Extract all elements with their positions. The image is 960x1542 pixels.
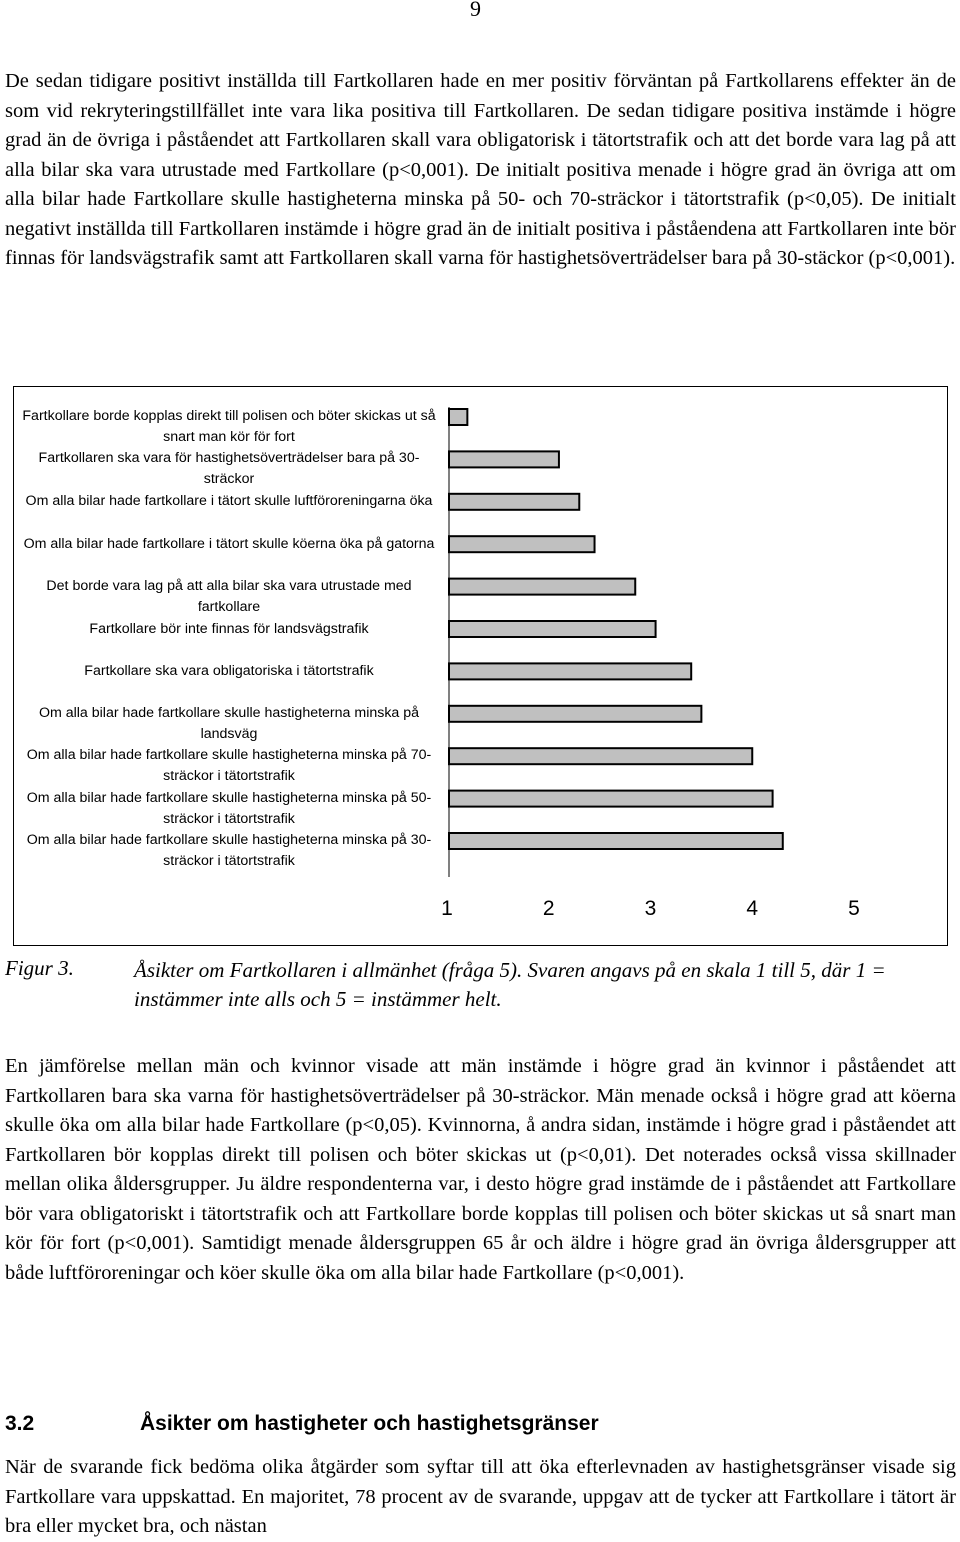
x-tick-2: 2	[542, 897, 555, 920]
bar-1	[449, 409, 467, 425]
opinion-bar-chart	[13, 386, 948, 946]
category-label-8: Om alla bilar hade fartkollare skulle hastigheterna minska på landsväg	[38, 704, 420, 742]
bar-6	[449, 621, 656, 637]
paragraph-3: När de svarande fick bedöma olika åtgärder som syftar till att öka efterlevnaden av hastighetsgränser visade sig Fartkollare vara uppskattad. En majoritet, 78 procent av de svarande, uppgav att de tycker att Fartkollare i tätort är bra eller mycket bra, och nästan	[5, 1456, 956, 1537]
category-label-6: Fartkollare bör inte finnas för landsvägstrafik	[89, 620, 369, 637]
category-label-2: Fartkollaren ska vara för hastighetsöverträdelser bara på 30-sträckor	[38, 450, 420, 488]
category-label-1: Fartkollare borde kopplas direkt till polisen och böter skickas ut så snart man kör för fort	[22, 408, 436, 445]
bar-5	[449, 579, 635, 595]
bar-4	[449, 536, 595, 552]
page-number: 9	[470, 0, 481, 21]
bar-11	[449, 833, 783, 849]
category-label-11: Om alla bilar hade fartkollare skulle hastigheterna minska på 30-sträckor i tätortstrafik	[26, 832, 432, 869]
category-label-9: Om alla bilar hade fartkollare skulle hastigheterna minska på 70-sträckor i tätortstrafik	[26, 747, 432, 785]
bar-10	[449, 791, 773, 807]
category-label-3: Om alla bilar hade fartkollare i tätort skulle luftföroreningarna öka	[25, 493, 433, 510]
bar-9	[449, 748, 752, 764]
x-tick-4: 4	[746, 897, 759, 920]
figure-caption: Åsikter om Fartkollaren i allmänhet (fråga 5). Svaren angavs på en skala 1 till 5, där 1 = instämmer inte alls och 5 = instämmer helt.	[134, 958, 886, 1011]
x-tick-1: 1	[441, 897, 453, 920]
category-label-7: Fartkollare ska vara obligatoriska i tätortstrafik	[84, 662, 374, 679]
bar-3	[449, 494, 579, 510]
x-tick-3: 3	[644, 897, 657, 920]
paragraph-1: De sedan tidigare positivt inställda till Fartkollaren hade en mer positiv förväntan på Fartkollarens effekter än de som vid rekryteringstillfället inte vara lika positiva till Fartkollaren. De sedan tidigare positiva instämde i högre grad än de övriga i påståendet att Fartkollaren skall vara obligatorisk i tätortstrafik och att det borde vara lag på att alla bilar ska vara utrustade med Fartkollare (p<0,001). De initialt positiva menade i högre grad än övriga att om alla bilar hade Fartkollare skulle hastigheterna minska på 50- och 70-sträckor i tätortstrafik (p<0,05). De initialt negativt inställda till Fartkollaren instämde i högre grad än de initialt positiva i påståendena att Fartkollaren inte bör finnas för landsvägstrafik samt att Fartkollaren skall varna för hastighetsöverträdelser bara på 30-stäckor (p<0,001).	[5, 70, 956, 269]
bar-7	[449, 663, 691, 679]
bar-2	[449, 451, 559, 467]
section-title: Åsikter om hastigheter och hastighetsgränser	[140, 1412, 599, 1435]
section-number: 3.2	[5, 1412, 35, 1435]
bar-8	[449, 706, 701, 722]
category-label-4: Om alla bilar hade fartkollare i tätort skulle köerna öka på gatorna	[23, 535, 435, 552]
x-tick-5: 5	[848, 897, 860, 920]
paragraph-2: En jämförelse mellan män och kvinnor visade att män instämde i högre grad än kvinnor i påståendet att Fartkollaren bara ska varna för hastighetsöverträdelser på 30-sträckor. Män menade också i högre grad att köerna skulle öka om alla bilar hade Fartkollare (p<0,05). Kvinnorna, å andra sidan, instämde i högre grad i påståendet att Fartkollaren bör kopplas direkt till polisen och böter skickas ut (p<0,01). Det noterades också vissa skillnader mellan olika åldersgrupper. Ju äldre respondenterna var, i desto högre grad instämde de i påståendet att Fartkollare bör vara obligatoriskt i tätortstrafik och att Fartkollare borde kopplas till polisen och böter skickas ut så snart man kör för fort (p<0,001). Samtidigt menade åldersgruppen 65 år och äldre i högre grad än övriga åldersgrupper att både luftföroreningar och köer skulle öka om alla bilar hade Fartkollare (p<0,001).	[5, 1055, 956, 1284]
figure-label: Figur 3.	[5, 956, 74, 980]
category-label-5: Det borde vara lag på att alla bilar ska vara utrustade med fartkollare	[46, 577, 412, 615]
category-label-10: Om alla bilar hade fartkollare skulle hastigheterna minska på 50-sträckor i tätortstrafik	[26, 789, 432, 827]
